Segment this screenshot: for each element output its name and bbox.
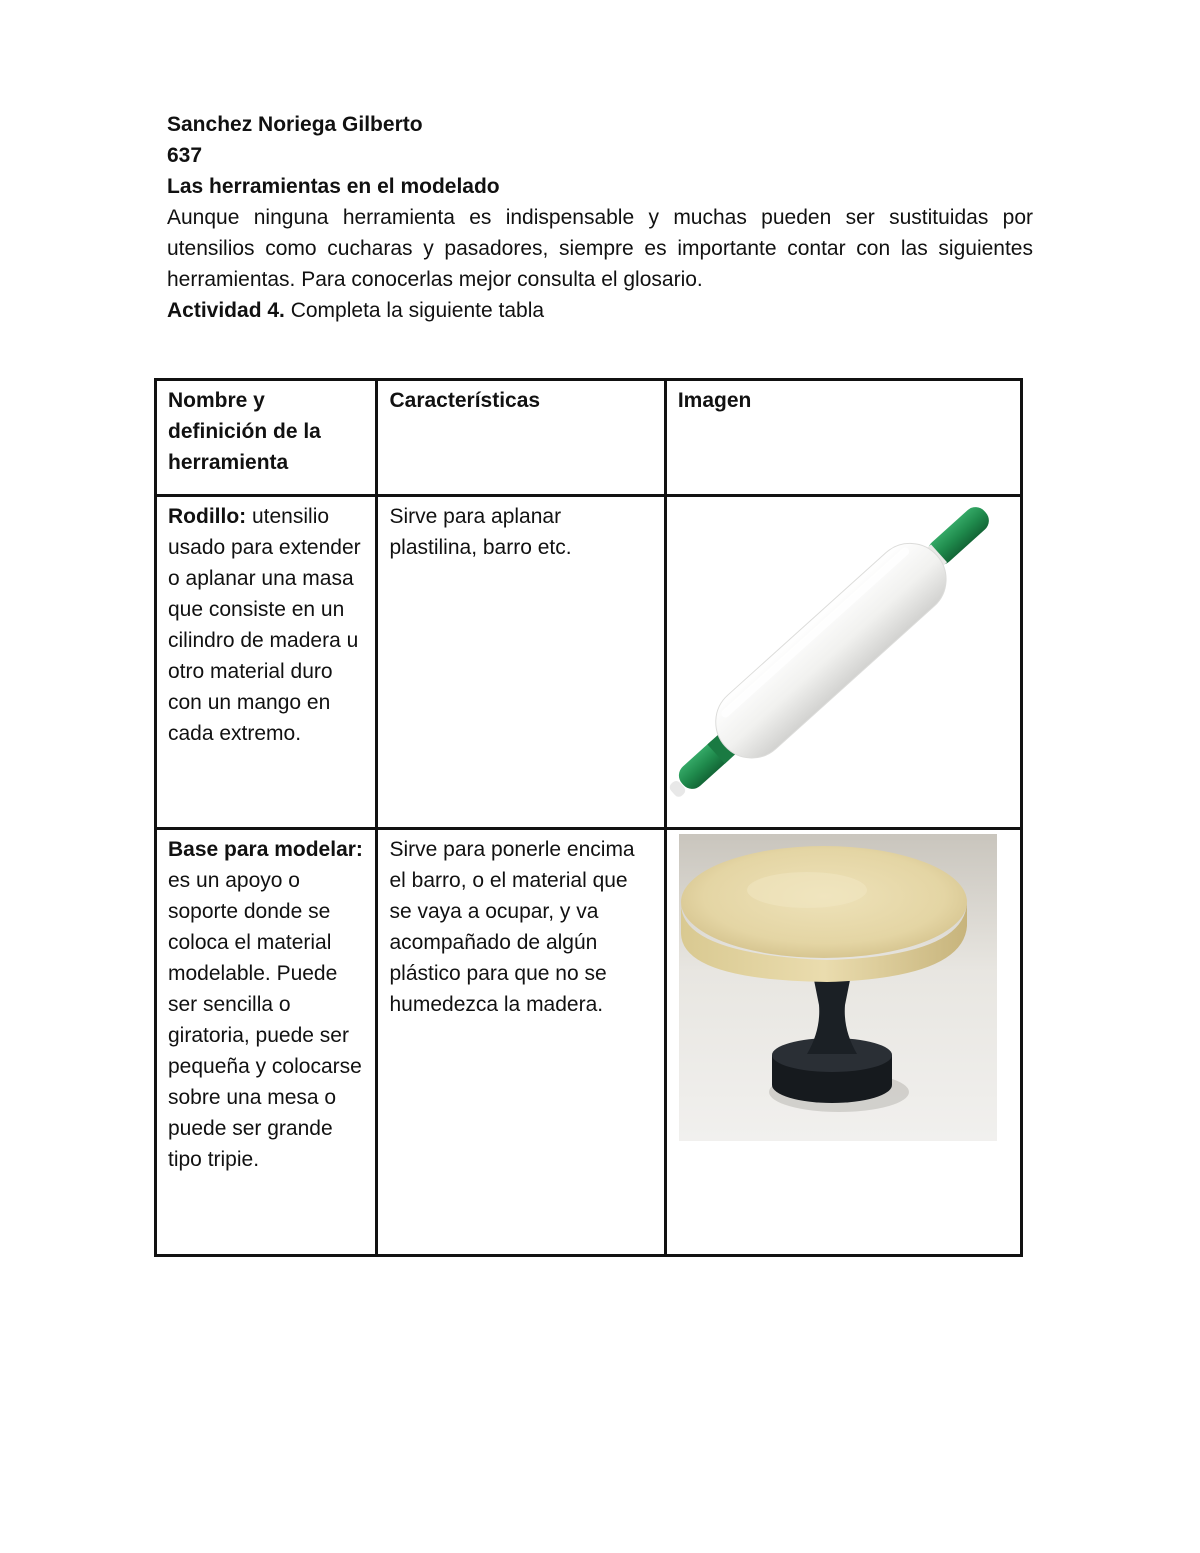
table-header-row	[156, 380, 1022, 496]
image-cell	[665, 829, 1021, 1256]
image-cell	[665, 496, 1021, 829]
definition-cell	[156, 829, 377, 1256]
definition-cell	[156, 496, 377, 829]
rolling-pin-illustration	[667, 497, 1004, 823]
activity-instruction	[167, 295, 1033, 326]
characteristics-cell: Sirve para ponerle encima el barro, o el material que se vaya a ocupar, y va acompañado de algún plástico para que no se humedezca la madera.	[377, 829, 665, 1256]
author-name: Sanchez Noriega Gilberto	[167, 113, 423, 136]
document-header	[167, 109, 1033, 326]
roller-body	[701, 529, 961, 773]
activity-text: Completa la siguiente tabla	[284, 299, 545, 322]
tool-definition: utensilio usado para extender o aplanar una masa que consiste en un cilindro de madera u otro material duro con un mango en cada extremo.	[168, 505, 361, 745]
header-name-definition: Nombre y definición de la herramienta	[156, 380, 377, 496]
tools-table	[154, 378, 1023, 1257]
header-characteristics: Características	[377, 380, 665, 496]
table-row	[156, 496, 1022, 829]
header-image: Imagen	[665, 380, 1021, 496]
table-row	[156, 829, 1022, 1256]
tool-definition: es un apoyo o soporte donde se coloca el material modelable. Puede ser sencilla o giratoria, puede ser pequeña y colocarse sobre una mesa o puede ser grande tipo tripie.	[168, 869, 362, 1171]
document-title: Las herramientas en el modelado	[167, 175, 500, 198]
tool-term: Base para modelar:	[168, 838, 363, 861]
tool-term: Rodillo:	[168, 505, 247, 528]
group-number: 637	[167, 144, 203, 167]
activity-label: Actividad 4.	[167, 299, 285, 322]
rolling-pin-image	[667, 497, 1020, 823]
modeling-stand-illustration	[667, 830, 1004, 1250]
intro-paragraph: Aunque ninguna herramienta es indispensable y muchas pueden ser sustituidas por utensilios como cucharas y pasadores, siempre es importante contar con las siguientes herramientas. Para conocerlas mejor consulta el glosario.	[167, 206, 1033, 291]
modeling-stand-image	[667, 830, 1020, 1250]
characteristics-cell: Sirve para aplanar plastilina, barro etc.	[377, 496, 665, 829]
